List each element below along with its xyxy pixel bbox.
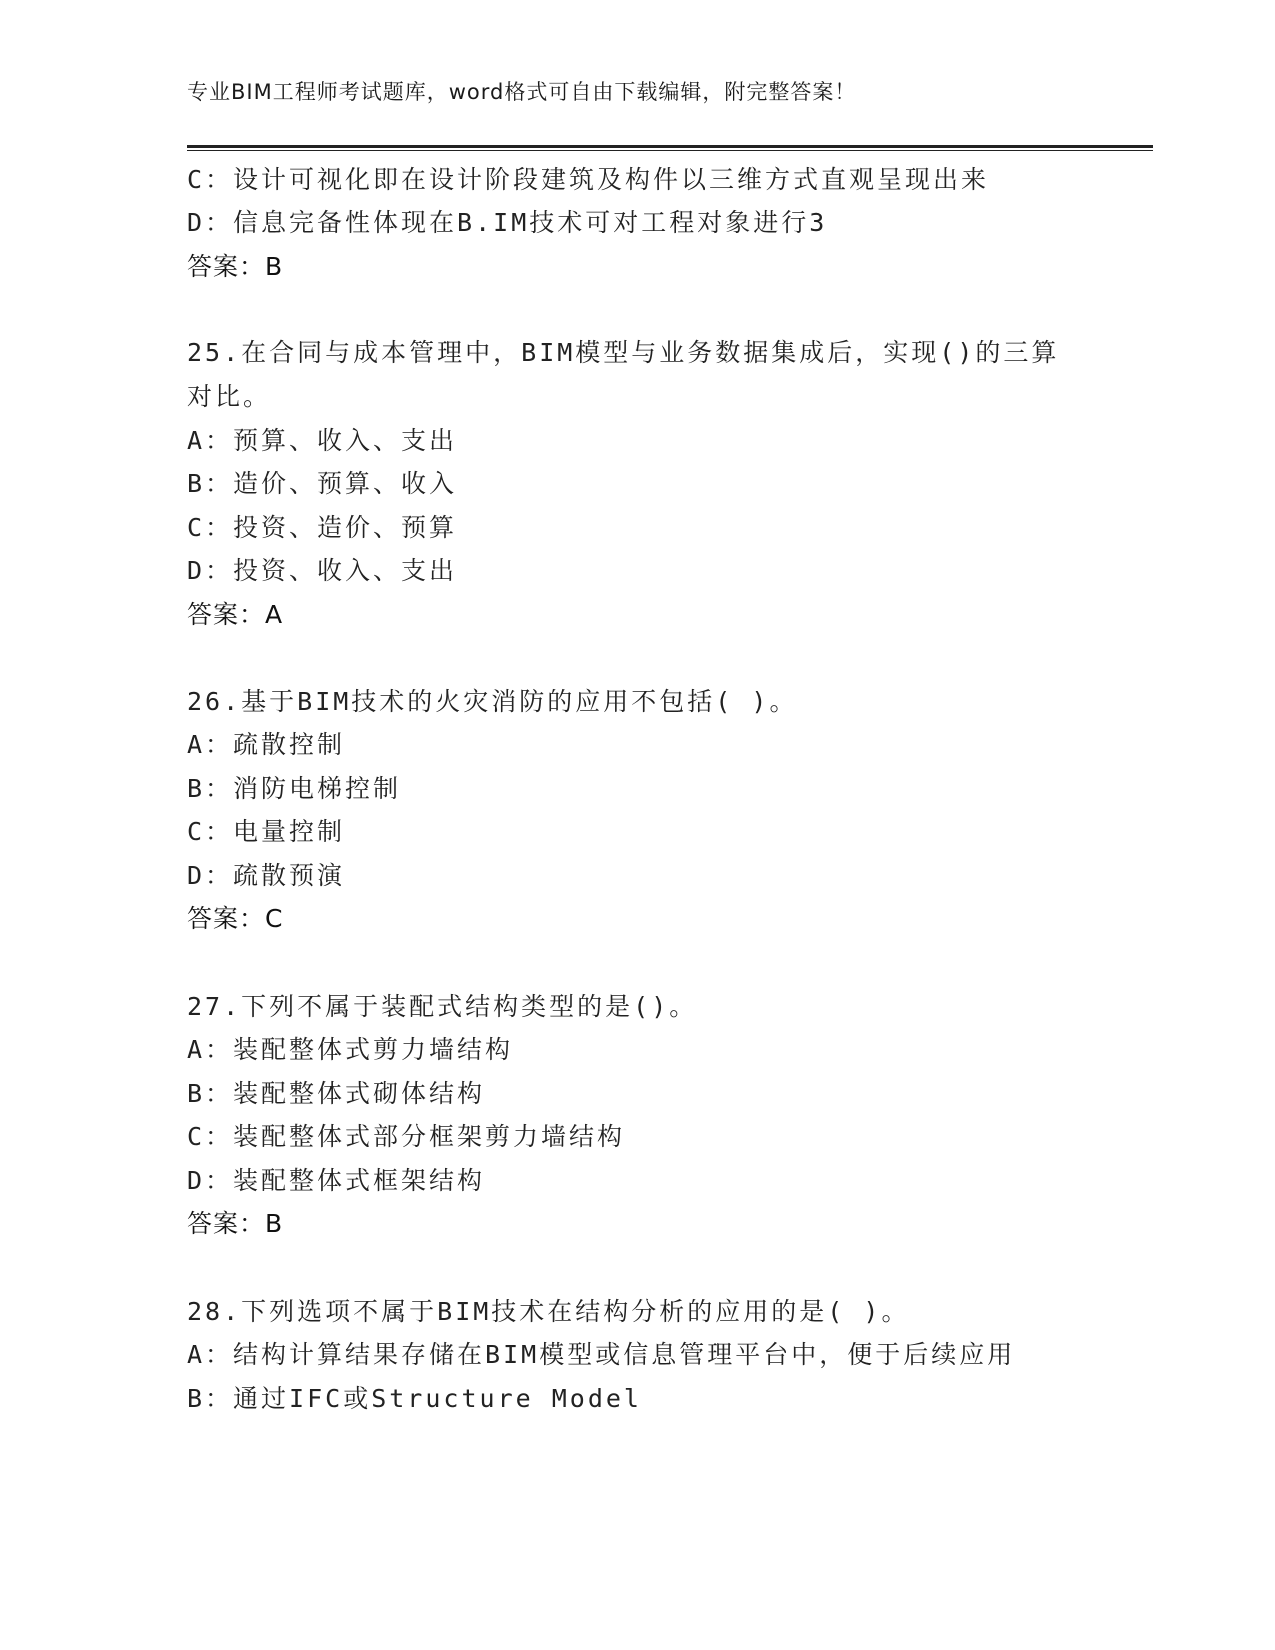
option-line: D：投资、收入、支出 [187, 556, 458, 585]
option-line: A：结构计算结果存储在BIM模型或信息管理平台中，便于后续应用 [187, 1340, 1016, 1369]
answer-line: 答案：B [187, 1209, 284, 1238]
option-line: B：消防电梯控制 [187, 774, 402, 803]
question-stem: 25.在合同与成本管理中，BIM模型与业务数据集成后，实现()的三算 [187, 338, 1060, 367]
answer-line: 答案：A [187, 600, 284, 629]
option-line: A：预算、收入、支出 [187, 426, 458, 455]
option-line: C：装配整体式部分框架剪力墙结构 [187, 1122, 626, 1151]
answer-line: 答案：B [187, 252, 284, 281]
page-header: 专业BIM工程师考试题库，word格式可自由下载编辑，附完整答案！ [187, 80, 857, 104]
option-line: C：投资、造价、预算 [187, 513, 458, 542]
question-stem: 26.基于BIM技术的火灾消防的应用不包括( )。 [187, 687, 798, 716]
option-line: B：通过IFC或Structure Model [187, 1384, 642, 1413]
answer-line: 答案：C [187, 904, 284, 933]
header-rule-thick [187, 145, 1153, 148]
question-stem: 对比。 [187, 382, 272, 411]
option-line: B：造价、预算、收入 [187, 469, 458, 498]
option-line: A：装配整体式剪力墙结构 [187, 1035, 514, 1064]
option-line: C：设计可视化即在设计阶段建筑及构件以三维方式直观呈现出来 [187, 165, 990, 194]
question-stem: 28.下列选项不属于BIM技术在结构分析的应用的是( )。 [187, 1297, 910, 1326]
option-line: B：装配整体式砌体结构 [187, 1079, 486, 1108]
option-line: A：疏散控制 [187, 730, 346, 759]
option-line: C：电量控制 [187, 817, 346, 846]
question-stem: 27.下列不属于装配式结构类型的是()。 [187, 992, 698, 1021]
option-line: D：装配整体式框架结构 [187, 1166, 486, 1195]
header-rule-thin [187, 150, 1153, 151]
option-line: D：疏散预演 [187, 861, 346, 890]
option-line: D：信息完备性体现在B.IM技术可对工程对象进行3 [187, 208, 828, 237]
